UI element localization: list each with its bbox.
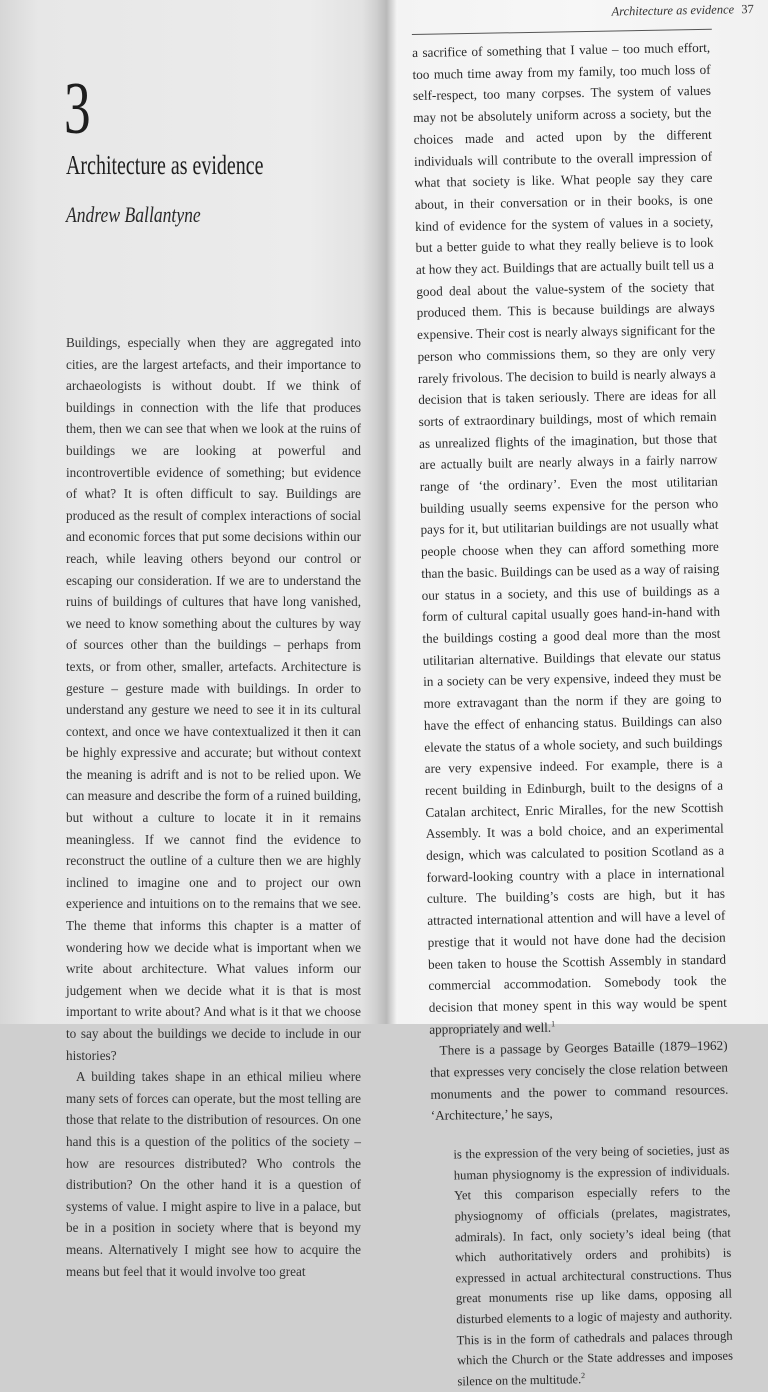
chapter-author: Andrew Ballantyne xyxy=(66,202,201,227)
body-paragraph: Buildings, especially when they are aggregated into cities, are the largest artefacts, and their importance to archaeologists is without doubt. If we think of buildings in connection with the life that produces them, then we can see that when we look at the ruins of buildings we are looking at powerful and incontrovertible evidence of something; but evidence of what? It is often difficult to say. Buildings are produced as the result of complex interactions of social and economic forces that put some decisions within our reach, while leaving others beyond our control or escaping our consideration. If we are to understand the ruins of buildings of cultures that have long vanished, we need to know something about the cultures by way of sources other than the buildings – perhaps from texts, or from other, smaller, artefacts. Architecture is gesture – gesture made with buildings. In order to understand any gesture we need to see it in its cultural context, and once we have contextualized it then it can be highly expressive and accurate; but without context the meaning is adrift and is not to be relied upon. We can measure and describe the form of a ruined building, but without a culture to locate it in it remains meaningless. If we cannot find the evidence to reconstruct the outline of a culture then we are highly inclined to imagine one and to project our own experience and intuitions on to the remains that we see. The theme that informs this chapter is a matter of wondering how we decide what is important when we write about architecture. What values inform our judgement when we decide what it is that is most important to write about? And what is it that we choose to say about the buildings we decide to include in our histories? xyxy=(66,335,361,1063)
chapter-number: 3 xyxy=(64,68,91,150)
body-paragraph: There is a passage by Georges Bataille (1879–1962) that expresses very concisely the close relation between monuments and the power to command resources. ‘Architecture,’ he says, xyxy=(429,1037,729,1124)
left-body-text xyxy=(66,332,361,1282)
body-paragraph xyxy=(412,37,727,1040)
block-quote-text: is the expression of the very being of societies, just as human physiognomy is the expression of individuals. Yet this comparison especially refers to the physiognomy of officials (prelates, magistrates, admirals). In fact, only society’s ideal being (that which authoritatively orders and prohibits) is expressed in actual architectural constructions. Thus great monuments rise up like dams, opposing all disturbed elements to a logic of majesty and authority. This is in the form of cathedrals and palaces through which the Church or the State addresses and imposes silence on the multitude. xyxy=(453,1142,734,1389)
left-page xyxy=(0,0,385,1279)
block-quote xyxy=(453,1140,733,1392)
running-head-title: Architecture as evidence xyxy=(611,2,735,19)
running-head xyxy=(611,2,754,20)
right-body-text xyxy=(412,37,729,1127)
right-page-content xyxy=(412,2,754,1392)
body-paragraph-text: a sacrifice of something that I value – too much effort, too much time away from my family, too much loss of self-respect, too many corpses. The system of values may not be absolutely uniform across a society, but the choices made and acted upon by the different individuals will contribute to the overall impression of what that society is like. What people say they care about, in their conversation or in their books, is one kind of evidence for the system of values in a society, but a better guide to what they really believe is to look at how they act. Buildings that are actually built tell us a good deal about the value-system of the society that produced them. This is because buildings are always expensive. Their cost is nearly always significant for the person who commissions them, so they are only very rarely frivolous. The decision to build is nearly always a decision that is taken seriously. There are ideas for all sorts of extraordinary buildings, most of which remain as unrealized flights of the imagination, but those that are actually built are nearly always in a fairly narrow range of ‘the ordinary’. Even the most utilitarian building usually seems expensive for the person who pays for it, but utilitarian buildings are not usually what people choose when they can afford something more than the basic. Buildings can be used as a way of raising our status in a society, and this use of buildings as a form of cultural capital usually goes hand-in-hand with the buildings costing a good deal more than the most utilitarian alternative. Buildings that elevate our status in a society can be very expensive, indeed they must be more extravagant than the norm if they are going to have the effect of enhancing status. Buildings can also elevate the status of a whole society, and such buildings are very expensive indeed. For example, there is a recent building in Edinburgh, built to the designs of a Catalan architect, Enric Miralles, for the new Scottish Assembly. It was a bold choice, and an experimental design, which was calculated to position Scotland as a forward-looking country with a place in international culture. The building’s costs are high, but it has attracted international attention and will have a level of prestige that it would not have done had the decision been taken to house the Scottish Assembly in standard commercial accommodation. Somebody took the decision that money spent in this way would be spent appropriately and well. xyxy=(412,39,727,1037)
footnote-marker: 2 xyxy=(581,1370,586,1380)
body-paragraph: A building takes shape in an ethical milieu where many sets of forces can operate, but the most telling are those that relate to the distribution of resources. On one hand this is a question of the politics of the society – how are resources distributed? Who controls the distribution? On the other hand it is a question of systems of value. I might aspire to live in a palace, but be in a position in society where that is beyond my means. Alternatively I might see how to acquire the means but feel that it would involve too great xyxy=(66,1069,361,1279)
page-number: 37 xyxy=(741,2,754,17)
footnote-marker: 1 xyxy=(551,1018,556,1028)
chapter-title: Architecture as evidence xyxy=(66,150,264,180)
